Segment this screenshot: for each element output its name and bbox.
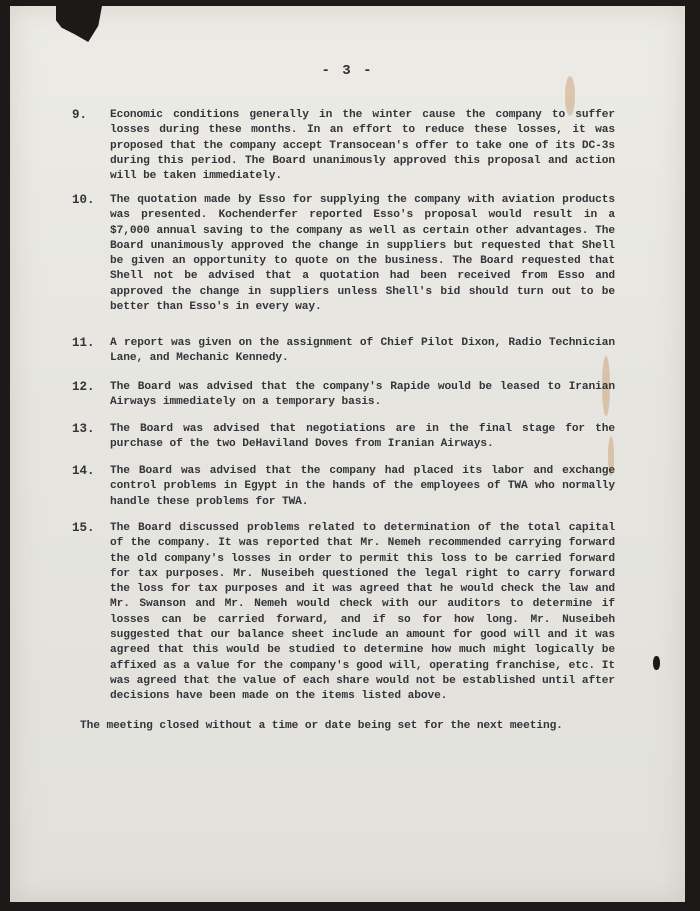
punch-hole	[653, 656, 660, 670]
item-number: 15.	[72, 521, 95, 535]
item-number: 13.	[72, 422, 95, 436]
closing-statement: The meeting closed without a time or date being set for the next meeting.	[80, 720, 563, 732]
item-text: Economic conditions generally in the winter cause the company to suffer losses during these months. In an effort to reduce these losses, it was proposed that the company accept Transocean's offer to take one of its DC-3s during this period. The Board unanimously approved this proposal and action will be taken immediately.	[110, 109, 615, 183]
item-number: 11.	[72, 336, 95, 350]
item-number: 12.	[72, 380, 95, 394]
item-number: 10.	[72, 193, 95, 207]
item-text: The Board was advised that the company's Rapide would be leased to Iranian Airways immediately on a temporary basis.	[110, 381, 615, 409]
item-text: The quotation made by Esso for supplying the company with aviation products was presented. Kochenderfer reported Esso's proposal would result in a $7,000 annual saving to the company as well as certain other advantages. The Board unanimously approved the change in suppliers but requested that Shell be given an opportunity to quote on the business. The Board requested that Shell not be advised that a quotation had been received from Esso and approved the change in suppliers unless Shell's bid should turn out to be better than Esso's in every way.	[110, 194, 615, 314]
torn-corner	[56, 6, 102, 42]
document-page	[10, 6, 685, 902]
item-number: 9.	[72, 108, 88, 122]
item-text: The Board was advised that negotiations are in the final stage for the purchase of the two DeHaviland Doves from Iranian Airways.	[110, 423, 615, 451]
item-number: 14.	[72, 464, 95, 478]
item-text: A report was given on the assignment of Chief Pilot Dixon, Radio Technician Lane, and Mechanic Kennedy.	[110, 337, 615, 365]
item-text: The Board was advised that the company had placed its labor and exchange control problems in Egypt in the hands of the employees of TWA who normally handle these problems for TWA.	[110, 465, 615, 508]
item-text: The Board discussed problems related to determination of the total capital of the company. It was reported that Mr. Nemeh recommended carrying forward the old company's losses in order to permit this loss to be carried forward for tax purposes. Mr. Nuseibeh questioned the legal right to carry forward the loss for tax purposes and it was agreed that he would check the law and Mr. Swanson and Mr. Nemeh would check with our auditors to determine if losses can be carried forward, and if so for how long. Mr. Nuseibeh suggested that our balance sheet include an amount for good will and it was agreed that this would be studied to determine how much might logically be affixed as a value for the company's good will, operating franchise, etc. It was agreed that the value of each share would not be established until after decisions have been made on the items listed above.	[110, 522, 615, 703]
page-number: - 3 -	[321, 63, 374, 79]
